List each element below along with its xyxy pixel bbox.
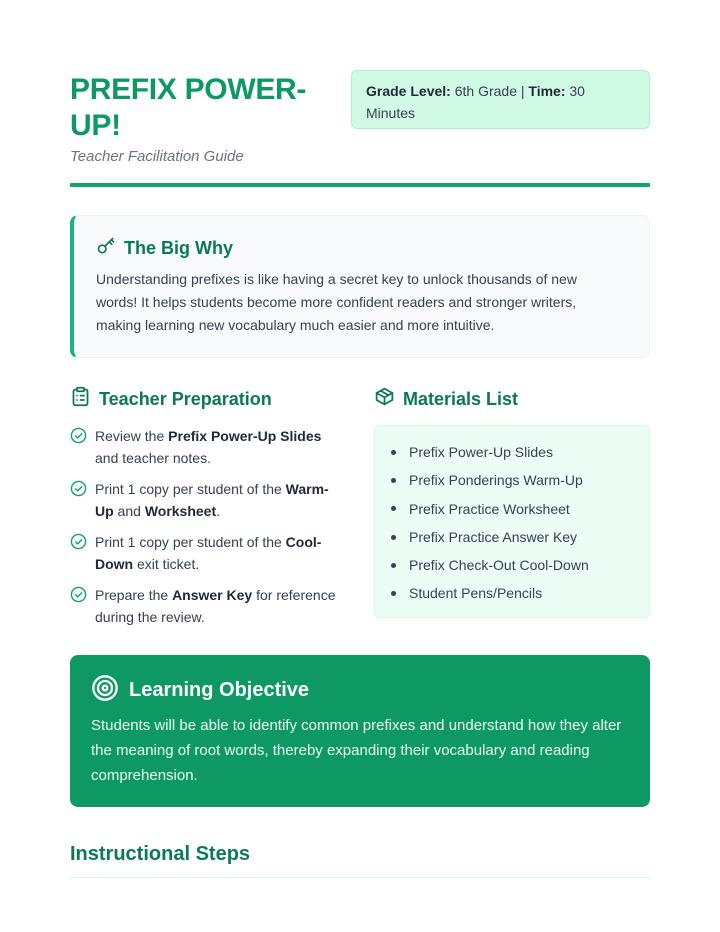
prep-bold: Warm-Up	[95, 481, 329, 519]
prep-bold: Cool-Down	[95, 534, 322, 572]
material-label: Prefix Ponderings Warm-Up	[409, 472, 583, 489]
prep-bold: Prefix Power-Up Slides	[168, 428, 322, 444]
learning-objective-card	[70, 655, 650, 807]
check-circle-icon	[70, 427, 88, 469]
teacher-preparation-heading: Teacher Preparation	[99, 388, 272, 409]
list-item	[391, 495, 633, 523]
material-label: Prefix Practice Answer Key	[409, 528, 578, 545]
list-item	[391, 438, 633, 466]
materials-list	[391, 438, 633, 608]
page-title: PREFIX POWER-UP!	[70, 73, 307, 142]
grade-time-badge	[351, 70, 650, 129]
list-item	[70, 478, 350, 522]
target-icon	[91, 674, 119, 707]
big-why-text: Understanding prefixes is like having a secret key to unlock thousands of new words! It helps students become more confident readers and stronger writers, making learning new vocabulary much easier and more intuitive.	[96, 271, 577, 333]
page-subtitle: Teacher Facilitation Guide	[70, 148, 244, 165]
prep-text: Print 1 copy per student of the	[95, 481, 286, 497]
grade-label: Grade Level:	[366, 83, 451, 99]
material-label: Prefix Check-Out Cool-Down	[409, 557, 589, 574]
page-header	[70, 70, 650, 170]
list-item	[70, 531, 350, 575]
prep-text: Review the	[95, 428, 169, 444]
list-item	[391, 466, 633, 494]
box-icon	[374, 386, 395, 412]
meta-separator: |	[520, 83, 525, 99]
check-circle-icon	[70, 586, 88, 628]
check-circle-icon	[70, 480, 88, 522]
big-why-heading: The Big Why	[124, 237, 233, 258]
steps-divider	[70, 877, 650, 878]
check-circle-icon	[70, 533, 88, 575]
big-why-card	[70, 215, 650, 358]
prep-text: and	[113, 503, 145, 519]
grade-value: 6th Grade	[454, 83, 517, 99]
prep-text: Print 1 copy per student of the	[95, 534, 286, 550]
material-label: Prefix Practice Worksheet	[409, 500, 570, 517]
learning-objective-heading: Learning Objective	[129, 678, 310, 701]
prep-bold: Answer Key	[172, 587, 253, 603]
clipboard-icon	[70, 386, 91, 412]
time-label: Time:	[528, 83, 566, 99]
key-icon	[96, 236, 116, 261]
prep-text: and teacher notes.	[95, 450, 211, 466]
list-item	[391, 551, 633, 579]
list-item	[391, 579, 633, 607]
preparation-list	[70, 425, 350, 628]
teacher-preparation-section	[70, 387, 350, 637]
prep-text: for reference during the review.	[95, 587, 336, 625]
prep-bold: Worksheet	[144, 503, 217, 519]
prep-text: Prepare the	[95, 587, 173, 603]
instructional-steps-heading: Instructional Steps	[70, 843, 251, 865]
header-divider	[70, 183, 650, 187]
prep-text: .	[216, 503, 221, 519]
materials-box	[374, 425, 650, 618]
materials-heading: Materials List	[403, 388, 519, 409]
material-label: Student Pens/Pencils	[409, 585, 543, 602]
learning-objective-text: Students will be able to identify common prefixes and understand how they alter the meaning of root words, thereby expanding their vocabulary and reading comprehension.	[91, 717, 622, 784]
prep-text: exit ticket.	[133, 556, 200, 572]
material-label: Prefix Power-Up Slides	[409, 444, 553, 460]
materials-section	[374, 387, 650, 618]
list-item	[70, 425, 350, 469]
list-item	[70, 584, 350, 628]
list-item	[391, 523, 633, 551]
time-value: 30 Minutes	[366, 83, 585, 121]
